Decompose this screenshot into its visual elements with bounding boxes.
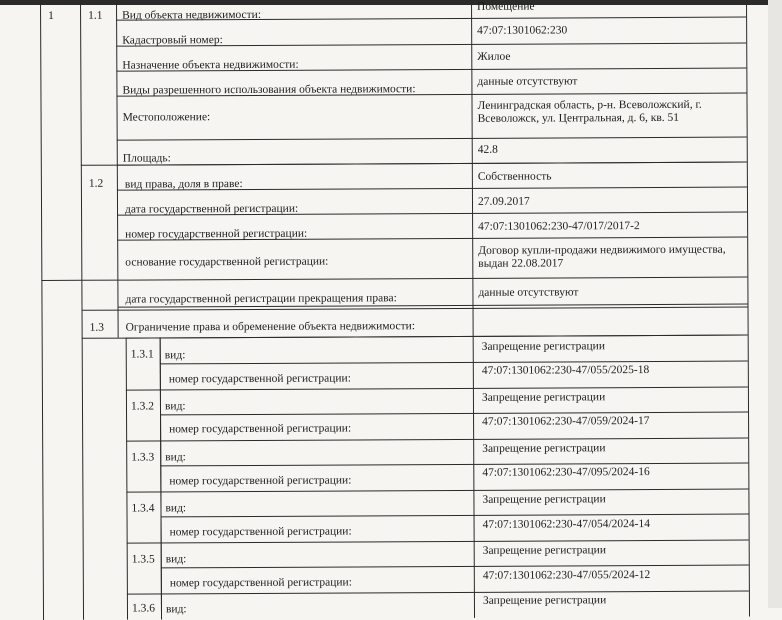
field-label: Площадь: [122, 152, 171, 165]
encumbrance-number: 1.3.3 [131, 451, 155, 464]
row-rule [127, 591, 749, 595]
column-rule [471, 0, 475, 618]
subsection-number: 1.2 [88, 177, 104, 190]
field-label: номер государственной регистрации: [169, 422, 352, 436]
field-value: 47:07:1301062:230-47/095/2024-16 [482, 466, 650, 479]
field-value: Ленинградская область, р-н. Всеволожский, г. Всеволожск, ул. Центральная, д. 6, кв. 51 [477, 98, 702, 125]
field-value: 47:07:1301062:230-47/055/2024-12 [482, 569, 651, 582]
row-rule [117, 277, 747, 281]
page-edge [768, 0, 782, 608]
field-label: номер государственной регистрации: [125, 227, 308, 241]
field-value: 47:07:1301062:230-47/059/2024-17 [482, 415, 650, 428]
field-label: номер государственной регистрации: [169, 525, 352, 539]
field-label: номер государственной регистрации: [169, 474, 352, 488]
field-label: Кадастровый номер: [122, 34, 223, 47]
encumbrance-number: 1.3.4 [131, 502, 155, 515]
column-rule [126, 338, 128, 620]
field-label: дата государственной регистрации: [124, 202, 299, 216]
field-label: Местоположение: [122, 111, 211, 124]
field-value: 47:07:1301062:230 [477, 24, 568, 37]
field-value: Жилое [477, 50, 511, 63]
row-rule [126, 489, 748, 493]
field-label: дата государственной регистрации прекращения права: [125, 292, 397, 306]
field-value: Помещение [477, 0, 535, 13]
row-rule [161, 565, 749, 569]
field-label: Виды разрешенного использования объекта недвижимости: [122, 83, 416, 97]
row-rule [117, 137, 747, 141]
field-label: Вид объекта недвижимости: [122, 8, 262, 22]
section-number: 1 [48, 9, 54, 22]
field-value: Запрещение регистрации [482, 544, 607, 557]
field-label: вид: [165, 502, 187, 515]
encumbrance-number: 1.3.1 [130, 348, 154, 361]
field-value: 27.09.2017 [477, 195, 530, 208]
row-rule [161, 514, 749, 518]
field-label: вид: [165, 603, 187, 616]
encumbrance-number: 1.3.6 [131, 602, 156, 615]
row-rule [41, 280, 81, 281]
field-label: Ограничение права и обременение объекта недвижимости: [125, 320, 416, 334]
field-label: Назначение объекта недвижимости: [122, 58, 299, 72]
field-label: вид: [164, 400, 186, 413]
row-rule [126, 438, 748, 442]
document-page [40, 0, 751, 620]
row-rule [160, 361, 748, 365]
field-value: Договор купли-продажи недвижимого имущества, выдан 22.08.2017 [478, 243, 726, 270]
field-value: Запрещение регистрации [482, 594, 607, 607]
field-value: данные отсутствуют [478, 286, 579, 299]
field-value: Собственность [477, 170, 552, 183]
field-label: вид: [165, 553, 187, 566]
column-rule [116, 0, 119, 338]
field-value: Запрещение регистрации [481, 340, 606, 353]
field-label: номер государственной регистрации: [169, 576, 352, 590]
field-label: вид права, доля в праве: [124, 178, 243, 191]
field-value: 47:07:1301062:230-47/017/2017-2 [478, 220, 640, 233]
row-rule [160, 412, 748, 416]
row-rule [81, 280, 117, 281]
column-rule [161, 593, 162, 619]
encumbrance-number: 1.3.2 [130, 400, 155, 413]
subsection-number: 1.3 [89, 321, 105, 334]
row-rule [126, 335, 748, 339]
row-rule [126, 387, 748, 391]
field-value: Запрещение регистрации [482, 493, 606, 506]
subsection-number: 1.1 [88, 9, 103, 22]
field-label: основание государственной регистрации: [125, 255, 329, 269]
field-label: вид: [165, 451, 186, 464]
field-value: 42.8 [477, 143, 498, 156]
field-label: вид: [164, 349, 186, 362]
row-rule [127, 540, 749, 544]
field-value: 47:07:1301062:230-47/054/2024-14 [482, 518, 650, 531]
field-label: номер государственной регистрации: [168, 372, 351, 386]
row-rule [160, 463, 748, 467]
field-value: данные отсутствуют [477, 75, 578, 88]
column-rule [746, 0, 750, 617]
field-value: Запрещение регистрации [481, 391, 606, 404]
column-rule [40, 0, 44, 620]
field-value: Запрещение регистрации [482, 442, 606, 455]
row-rule [81, 162, 747, 166]
encumbrance-number: 1.3.5 [131, 553, 155, 566]
field-value: 47:07:1301062:230-47/055/2025-18 [481, 364, 650, 377]
